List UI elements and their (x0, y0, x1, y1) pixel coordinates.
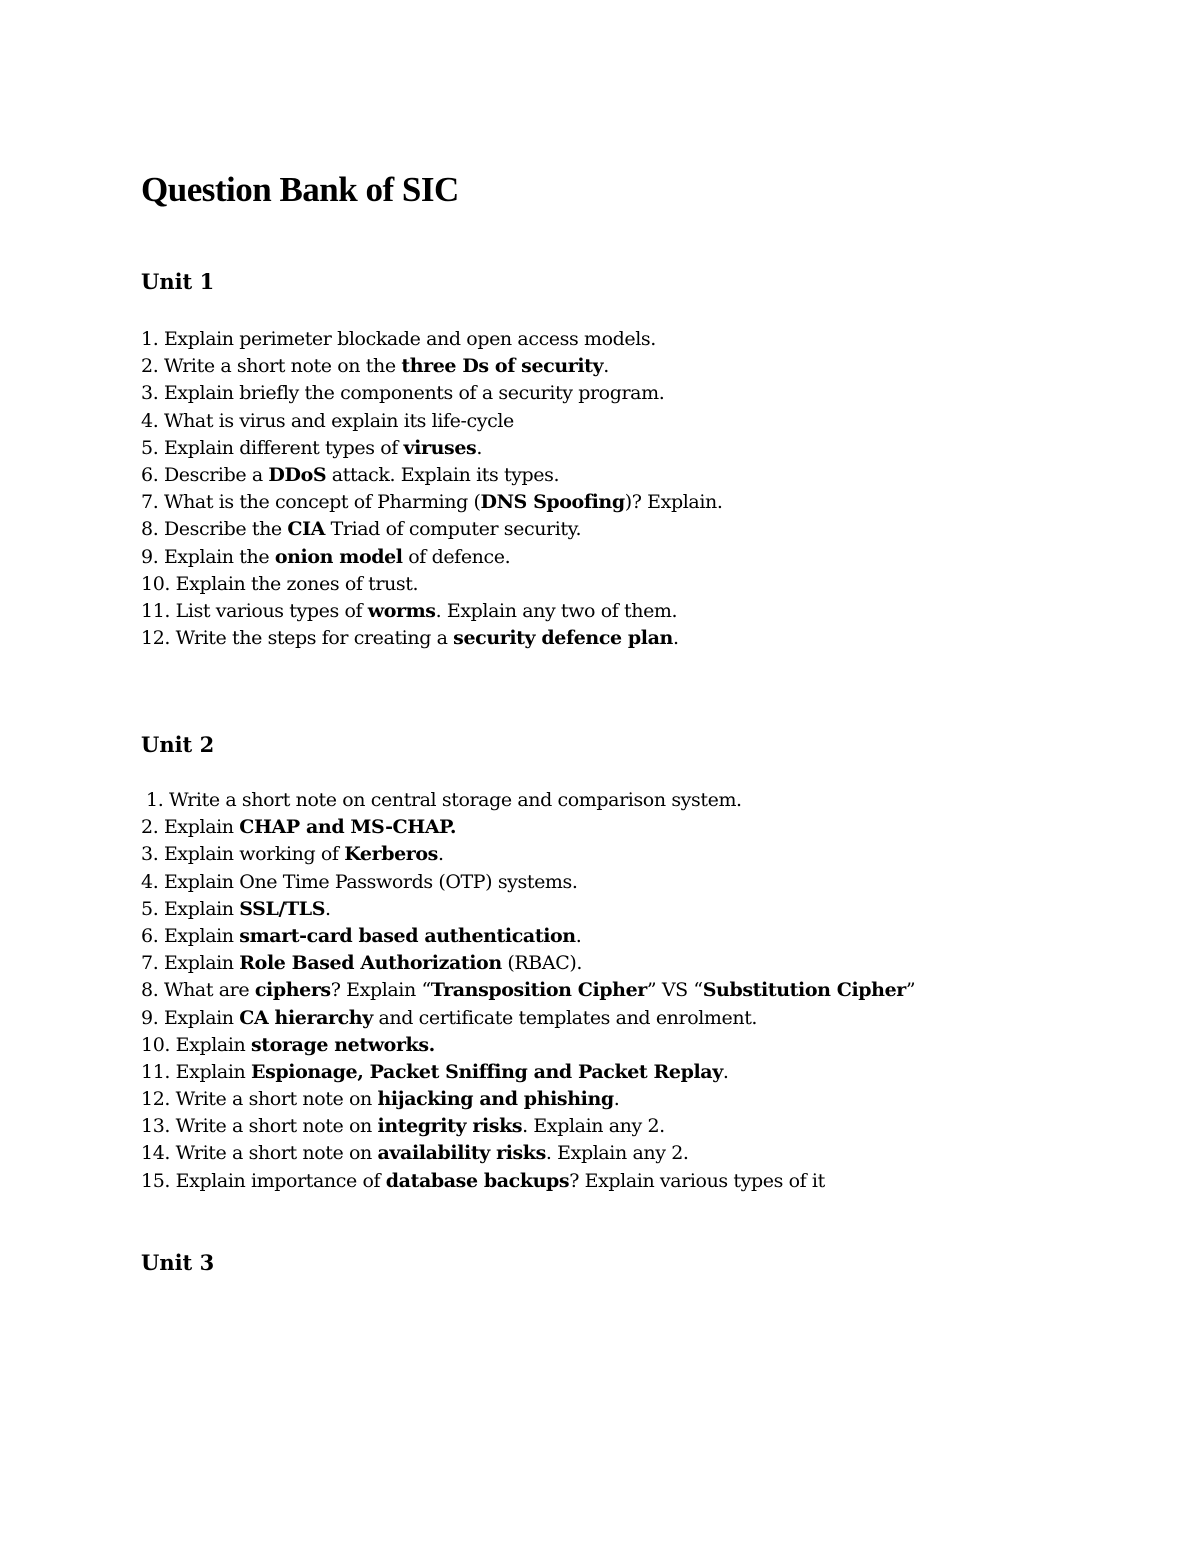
question-text: (RBAC). (501, 952, 582, 975)
question-text: . (613, 1088, 620, 1111)
question-text: . Explain any 2. (522, 1115, 665, 1138)
question-text: . Explain any two of them. (435, 599, 678, 622)
question-item (141, 625, 951, 652)
question-number: 12. (141, 1088, 171, 1111)
question-text: . (722, 1060, 729, 1083)
question-keyword: viruses (403, 436, 477, 459)
question-text: attack. Explain its types. (326, 463, 560, 486)
question-item (141, 489, 731, 516)
question-item (141, 1005, 951, 1032)
question-text: Explain (158, 952, 240, 975)
question-item (141, 516, 951, 543)
question-keyword: CA hierarchy (239, 1006, 373, 1029)
question-text: Explain (158, 816, 240, 839)
question-number: 4. (141, 409, 159, 432)
question-keyword: Kerberos (344, 843, 438, 866)
question-keyword: Espionage, Packet Sniffing and Packet Replay (250, 1060, 723, 1083)
question-keyword: smart-card based authentication (239, 924, 576, 947)
question-number: 3. (141, 382, 159, 405)
question-number: 2. (141, 355, 159, 378)
question-item (141, 326, 951, 353)
question-text: Explain (158, 1006, 240, 1029)
question-item (141, 923, 951, 950)
question-number: 15. (141, 1169, 171, 1192)
question-text: Explain (158, 924, 240, 947)
question-number: 5. (141, 436, 159, 459)
question-item (141, 1086, 951, 1113)
question-item (141, 408, 951, 435)
question-number: 8. (141, 518, 159, 541)
question-number: 10. (141, 1033, 171, 1056)
question-text: ” VS “ (646, 979, 703, 1002)
question-keyword: Substitution Cipher (702, 979, 906, 1002)
question-text: Explain (170, 1060, 251, 1083)
question-text: What is the concept of Pharming ( (158, 491, 481, 514)
question-text: . (476, 436, 482, 459)
question-keyword: security defence plan (453, 627, 673, 650)
question-number: 6. (141, 463, 159, 486)
question-text: . (603, 355, 609, 378)
question-text: Write a short note on (170, 1142, 378, 1165)
question-text: List various types of (170, 599, 368, 622)
question-text: Explain the (158, 545, 275, 568)
question-text: Describe the (158, 518, 288, 541)
question-keyword: SSL/TLS (239, 897, 326, 920)
question-item (141, 896, 951, 923)
question-item (141, 841, 951, 868)
question-item (141, 977, 941, 1004)
question-item (141, 787, 951, 814)
question-text: Explain One Time Passwords (OTP) systems. (158, 870, 578, 893)
question-number: 11. (141, 599, 171, 622)
question-keyword: CIA (287, 518, 325, 541)
question-text: . Explain any 2. (545, 1142, 689, 1165)
unit-2-heading: Unit 2 (141, 732, 215, 757)
question-item (141, 869, 951, 896)
question-text: Explain briefly the components of a security program. (158, 382, 665, 405)
question-keyword: CHAP and MS-CHAP. (239, 816, 457, 839)
unit-1-question-list (141, 326, 951, 652)
question-text: Describe a (158, 463, 269, 486)
question-item (141, 544, 951, 571)
question-text: Write the steps for creating a (170, 627, 454, 650)
question-keyword: hijacking and phishing (377, 1088, 614, 1111)
question-item (141, 571, 951, 598)
question-text: Explain the zones of trust. (170, 572, 419, 595)
question-number: 5. (141, 897, 159, 920)
question-number: 1. (141, 328, 159, 350)
question-text: . (437, 843, 444, 866)
question-number: 7. (141, 952, 159, 975)
question-keyword: storage networks. (250, 1033, 435, 1056)
question-keyword: worms (367, 599, 436, 622)
question-keyword: onion model (274, 545, 403, 568)
question-keyword: ciphers (254, 979, 331, 1002)
question-number: 13. (141, 1115, 171, 1138)
question-text: ? Explain “ (330, 979, 431, 1002)
question-number: 14. (141, 1142, 171, 1165)
question-text: . (325, 897, 331, 920)
question-item (141, 1032, 951, 1059)
unit-1-heading: Unit 1 (141, 269, 215, 294)
question-text: ” (905, 979, 916, 1002)
question-text: Write a short note on the (158, 355, 402, 378)
question-text: Triad of computer security. (324, 518, 582, 541)
question-number: 11. (141, 1060, 171, 1083)
question-keyword: Transposition Cipher (430, 979, 647, 1002)
question-text: Write a short note on (170, 1115, 378, 1138)
question-number: 2. (141, 816, 159, 839)
question-number: 6. (141, 924, 159, 947)
question-text: . (575, 924, 582, 947)
question-number: 9. (141, 545, 159, 568)
question-item (141, 1113, 951, 1140)
question-text: Explain working of (158, 843, 345, 866)
question-number: 7. (141, 491, 159, 514)
question-text: . (672, 627, 679, 650)
question-item (141, 814, 951, 841)
question-text: )? Explain. (624, 491, 723, 514)
question-item (141, 1140, 951, 1167)
question-keyword: DNS Spoofing (480, 491, 625, 514)
question-item (141, 380, 951, 407)
question-item (141, 598, 951, 625)
question-text: What are (158, 979, 255, 1002)
question-text: Explain (170, 1033, 251, 1056)
question-keyword: integrity risks (377, 1115, 523, 1138)
question-keyword: Role Based Authorization (239, 952, 502, 975)
unit-3-heading: Unit 3 (141, 1250, 215, 1275)
question-number: 10. (141, 572, 171, 595)
question-number: 8. (141, 979, 159, 1002)
question-item (141, 353, 951, 380)
question-keyword: availability risks (377, 1142, 546, 1165)
document-title: Question Bank of SIC (141, 170, 459, 209)
question-keyword: three Ds of security (401, 355, 604, 378)
question-number: 12. (141, 627, 171, 650)
question-item (141, 1059, 951, 1086)
question-number: 4. (141, 870, 159, 893)
question-text: and certificate templates and enrolment. (372, 1006, 758, 1029)
question-text: Explain different types of (158, 436, 404, 459)
question-text: Explain perimeter blockade and open access models. (158, 328, 656, 350)
question-text: ? Explain various types of it (569, 1169, 825, 1192)
question-item (141, 462, 951, 489)
question-item (141, 435, 951, 462)
question-text: Explain importance of (170, 1169, 386, 1192)
unit-2-question-list (141, 787, 951, 1195)
question-text: Explain (158, 897, 240, 920)
question-number: 1. (146, 789, 164, 811)
question-number: 3. (141, 843, 159, 866)
question-item (141, 950, 951, 977)
question-text: of defence. (402, 545, 511, 568)
question-number: 9. (141, 1006, 159, 1029)
question-keyword: DDoS (268, 463, 327, 486)
question-text: Write a short note on (170, 1088, 378, 1111)
question-text: Write a short note on central storage and comparison system. (163, 789, 742, 811)
question-keyword: database backups (385, 1169, 570, 1192)
question-text: What is virus and explain its life-cycle (158, 409, 514, 432)
question-item (141, 1168, 951, 1195)
